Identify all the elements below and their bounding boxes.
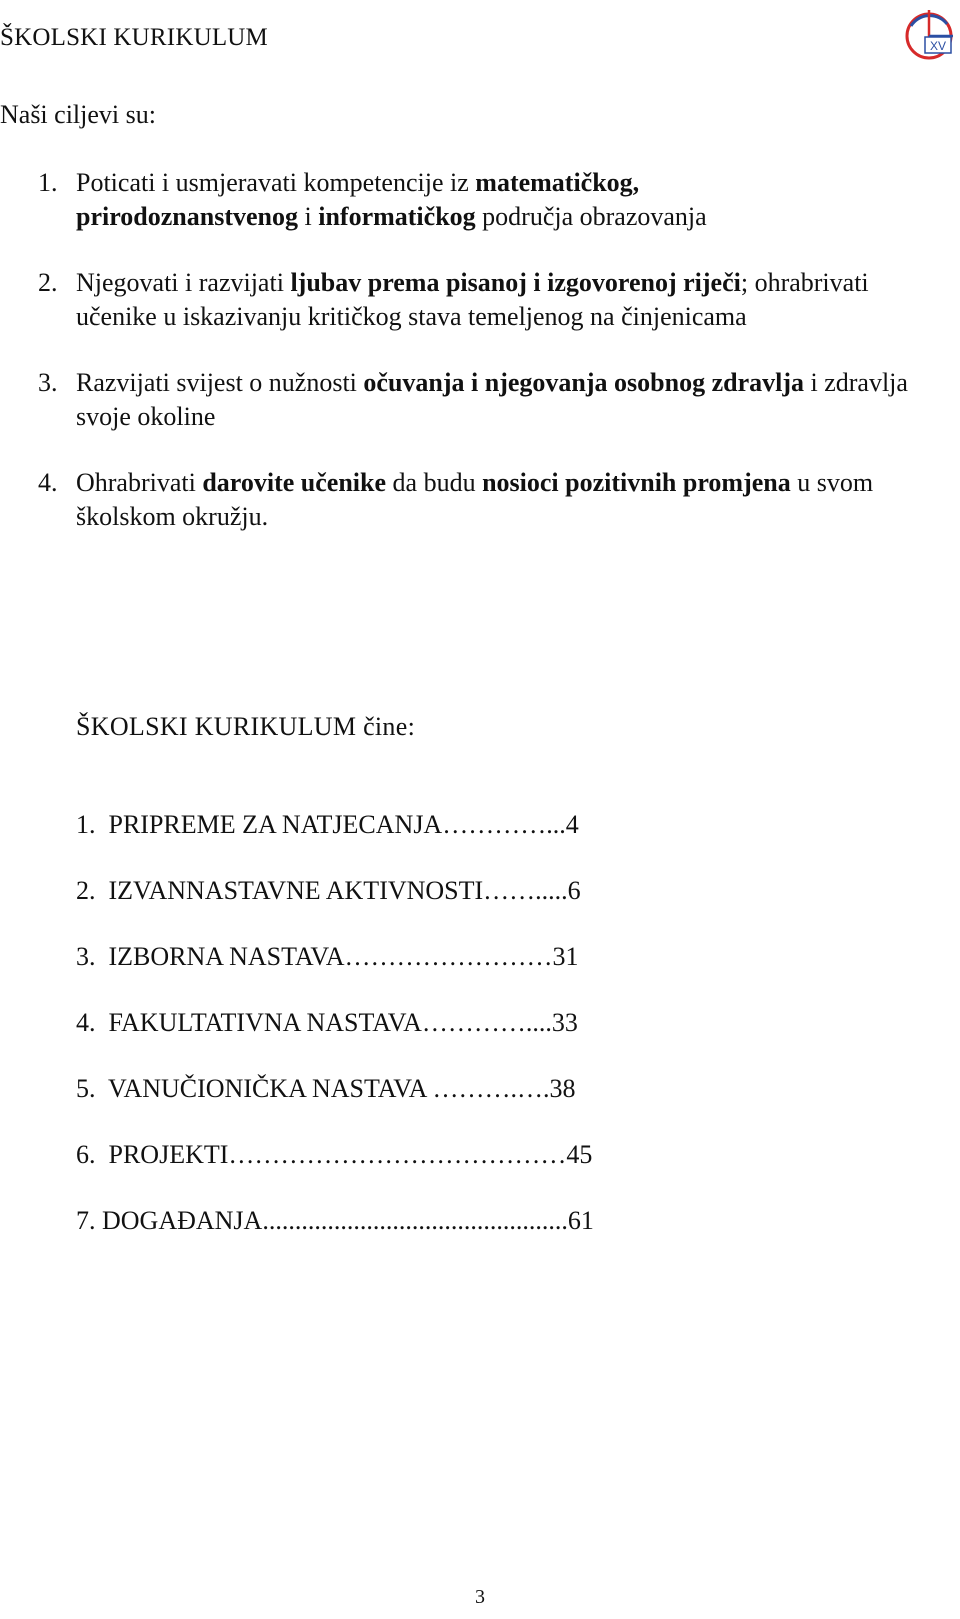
goals-list [0,166,950,566]
school-logo-icon [903,6,957,62]
contents-title: ŠKOLSKI KURIKULUM čine: [76,712,416,741]
goal-number: 3. [38,368,58,397]
toc-item: 4. FAKULTATIVNA NASTAVA…………....33 [76,1008,578,1037]
toc-item: 5. VANUČIONIČKA NASTAVA ……….….38 [76,1074,576,1103]
goal-number: 4. [38,468,58,497]
toc-item: 3. IZBORNA NASTAVA……………………31 [76,942,579,971]
page-number: 3 [475,1586,485,1608]
goal-item [0,166,950,234]
toc-item: 7. DOGAĐANJA...............................................61 [76,1206,594,1235]
goal-item [0,266,950,334]
goal-text: Razvijati svijest o nužnosti očuvanja i njegovanja osobnog zdravlja i zdravlja svoje okoline [76,368,908,431]
goal-text: Ohrabrivati darovite učenike da budu nosioci pozitivnih promjena u svom školskom okružju. [76,468,874,531]
document-header-title: ŠKOLSKI KURIKULUM [0,24,268,51]
goal-text: Njegovati i razvijati ljubav prema pisanoj i izgovorenoj riječi; ohrabrivati učenike u iskazivanju kritičkog stava temeljenog na činjenicama [76,268,869,331]
goal-number: 1. [38,168,58,197]
logo-text: XV [929,39,947,53]
toc-item: 6. PROJEKTI…………………………………45 [76,1140,593,1169]
goal-item [0,466,950,534]
goal-item [0,366,950,434]
toc-item: 1. PRIPREME ZA NATJECANJA…………...4 [76,810,579,839]
goal-number: 2. [38,268,58,297]
goal-text: Poticati i usmjeravati kompetencije iz matematičkog, prirodoznanstvenog i informatičkog područja obrazovanja [76,168,707,231]
toc-item: 2. IZVANNASTAVNE AKTIVNOSTI…….....6 [76,876,581,905]
table-of-contents [76,808,594,1270]
goals-intro: Naši ciljevi su: [0,100,156,129]
